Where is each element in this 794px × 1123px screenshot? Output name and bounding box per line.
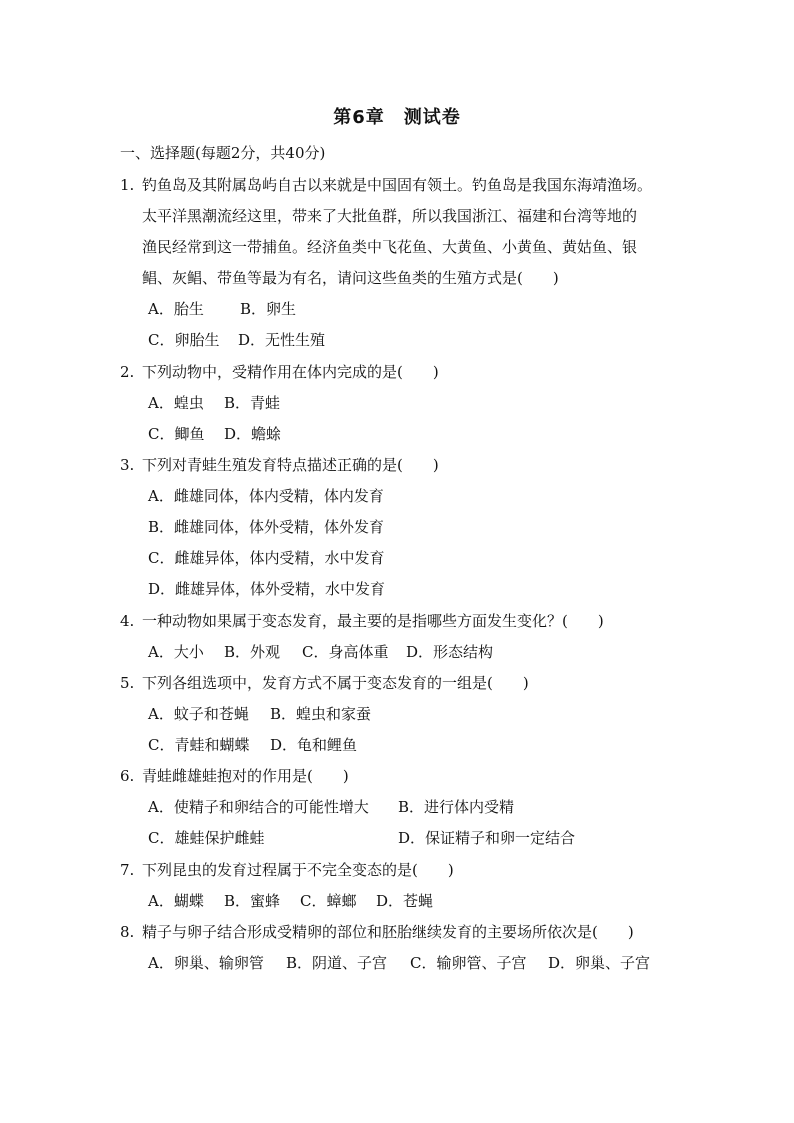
question-number: 2. bbox=[120, 363, 135, 381]
question-1 bbox=[120, 170, 680, 356]
option-row bbox=[120, 699, 680, 730]
option-row bbox=[120, 637, 680, 668]
option-a[interactable]: A．蚊子和苍蝇 bbox=[148, 705, 249, 723]
option-b[interactable]: B．阴道、子宫 bbox=[286, 954, 388, 972]
question-4 bbox=[120, 606, 680, 668]
question-number: 5. bbox=[120, 674, 135, 692]
question-number: 1. bbox=[120, 176, 135, 194]
option-d[interactable]: D．龟和鲤鱼 bbox=[270, 736, 358, 754]
question-number: 4. bbox=[120, 612, 135, 630]
question-text-line: 精子与卵子结合形成受精卵的部位和胚胎继续发育的主要场所依次是( ) bbox=[142, 923, 634, 941]
question-text-line: 下列对青蛙生殖发育特点描述正确的是( ) bbox=[142, 456, 439, 474]
option-a[interactable]: A．胎生 bbox=[148, 300, 204, 318]
option-b[interactable]: B．雌雄同体，体外受精，体外发育 bbox=[148, 518, 385, 536]
option-b[interactable]: B．蜜蜂 bbox=[224, 892, 281, 910]
question-2 bbox=[120, 357, 680, 450]
question-8 bbox=[120, 917, 680, 979]
question-text-line: 渔民经常到这一带捕鱼。经济鱼类中飞花鱼、大黄鱼、小黄鱼、黄姑鱼、银 bbox=[142, 238, 638, 256]
option-a[interactable]: A．蝴蝶 bbox=[148, 892, 204, 910]
question-text-line: 下列昆虫的发育过程属于不完全变态的是( ) bbox=[142, 861, 454, 879]
option-row bbox=[120, 325, 680, 356]
question-text-line: 太平洋黑潮流经这里，带来了大批鱼群，所以我国浙江、福建和台湾等地的 bbox=[142, 207, 638, 225]
option-c[interactable]: C．雄蛙保护雌蛙 bbox=[148, 829, 265, 847]
option-b[interactable]: B．卵生 bbox=[240, 300, 297, 318]
option-a[interactable]: A．蝗虫 bbox=[148, 394, 204, 412]
option-c[interactable]: C．青蛙和蝴蝶 bbox=[148, 736, 250, 754]
question-3 bbox=[120, 450, 680, 605]
question-text-line: 下列动物中，受精作用在体内完成的是( ) bbox=[142, 363, 439, 381]
option-d[interactable]: D．形态结构 bbox=[406, 643, 494, 661]
option-b[interactable]: B．蝗虫和家蚕 bbox=[270, 705, 372, 723]
option-a[interactable]: A．雌雄同体，体内受精，体内发育 bbox=[148, 487, 384, 505]
option-c[interactable]: C．卵胎生 bbox=[148, 331, 220, 349]
option-row bbox=[120, 388, 680, 419]
option-b[interactable]: B．进行体内受精 bbox=[398, 798, 515, 816]
question-text-line: 一种动物如果属于变态发育，最主要的是指哪些方面发生变化？( ) bbox=[142, 612, 604, 630]
page-title: 第6章 测试卷 bbox=[333, 107, 461, 128]
option-row bbox=[120, 886, 680, 917]
option-row bbox=[120, 730, 680, 761]
option-b[interactable]: B．青蛙 bbox=[224, 394, 281, 412]
option-row bbox=[120, 792, 680, 823]
question-6 bbox=[120, 761, 680, 854]
option-a[interactable]: A．卵巢、输卵管 bbox=[148, 954, 264, 972]
question-5 bbox=[120, 668, 680, 761]
question-text-line: 鲳、灰鲳、带鱼等最为有名，请问这些鱼类的生殖方式是( ) bbox=[142, 269, 559, 287]
question-text-line: 下列各组选项中，发育方式不属于变态发育的一组是( ) bbox=[142, 674, 529, 692]
question-number: 6. bbox=[120, 767, 135, 785]
option-d[interactable]: D．苍蝇 bbox=[376, 892, 434, 910]
question-text-line: 钓鱼岛及其附属岛屿自古以来就是中国固有领土。钓鱼岛是我国东海靖渔场。 bbox=[142, 176, 653, 194]
option-d[interactable]: D．卵巢、子宫 bbox=[548, 954, 651, 972]
option-c[interactable]: C．鲫鱼 bbox=[148, 425, 205, 443]
option-row bbox=[120, 419, 680, 450]
option-c[interactable]: C．身高体重 bbox=[302, 643, 389, 661]
question-number: 8. bbox=[120, 923, 135, 941]
option-b[interactable]: B．外观 bbox=[224, 643, 281, 661]
option-d[interactable]: D．蟾蜍 bbox=[224, 425, 282, 443]
question-number: 3. bbox=[120, 456, 135, 474]
option-row bbox=[120, 948, 680, 979]
option-row bbox=[120, 823, 680, 854]
option-a[interactable]: A．使精子和卵结合的可能性增大 bbox=[148, 798, 369, 816]
option-c[interactable]: C．雌雄异体，体内受精，水中发育 bbox=[148, 549, 385, 567]
option-c[interactable]: C．蟑螂 bbox=[300, 892, 357, 910]
question-text-line: 青蛙雌雄蛙抱对的作用是( ) bbox=[142, 767, 349, 785]
question-number: 7. bbox=[120, 861, 135, 879]
question-7 bbox=[120, 855, 680, 917]
option-d[interactable]: D．无性生殖 bbox=[238, 331, 326, 349]
option-row bbox=[120, 294, 680, 325]
option-d[interactable]: D．保证精子和卵一定结合 bbox=[398, 829, 576, 847]
section-heading: 一、选择题(每题2分，共40分) bbox=[120, 144, 326, 162]
option-a[interactable]: A．大小 bbox=[148, 643, 204, 661]
option-d[interactable]: D．雌雄异体，体外受精，水中发育 bbox=[148, 580, 386, 598]
option-c[interactable]: C．输卵管、子宫 bbox=[410, 954, 527, 972]
